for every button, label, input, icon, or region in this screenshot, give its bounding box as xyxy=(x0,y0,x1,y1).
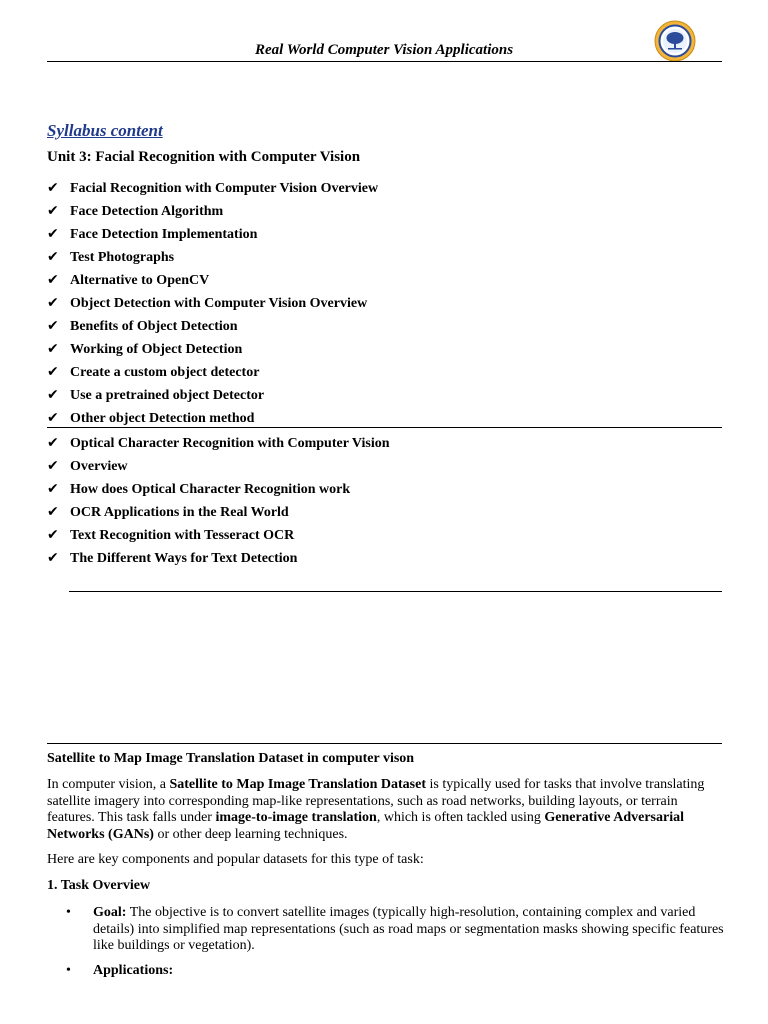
section-heading: 1. Task Overview xyxy=(47,878,151,893)
list-item: ✔ Optical Character Recognition with Computer Vision xyxy=(47,434,390,457)
list-item: ✔ Create a custom object detector xyxy=(47,363,390,386)
header-rule xyxy=(47,61,722,62)
checkmark-icon: ✔ xyxy=(47,481,59,497)
list-item: • Goal: The objective is to convert satellite images (typically high-resolution, containing complex and varied details) into simplified map representations (such as road maps or segmentation masks showing specific features like buildings or vegetation). xyxy=(66,905,724,953)
list-item: ✔ How does Optical Character Recognition work xyxy=(47,480,390,503)
list-item: ✔ Object Detection with Computer Vision Overview xyxy=(47,294,390,317)
checkmark-icon: ✔ xyxy=(47,226,59,242)
checkmark-icon: ✔ xyxy=(47,272,59,288)
checkmark-icon: ✔ xyxy=(47,295,59,311)
list-item: ✔ The Different Ways for Text Detection xyxy=(47,549,390,572)
list-item: ✔ Alternative to OpenCV xyxy=(47,271,390,294)
task-overview-list xyxy=(47,905,727,979)
checkmark-icon: ✔ xyxy=(47,318,59,334)
unit-title: Unit 3: Facial Recognition with Computer Vision xyxy=(47,149,361,165)
article-title: Satellite to Map Image Translation Dataset in computer vison xyxy=(47,751,415,766)
section-divider xyxy=(47,743,722,744)
list-item: • Applications: xyxy=(66,962,174,978)
section-divider xyxy=(47,427,722,428)
syllabus-heading: Syllabus content xyxy=(47,121,163,140)
checkmark-icon: ✔ xyxy=(47,527,59,543)
list-item: ✔ Use a pretrained object Detector xyxy=(47,386,390,409)
list-item: ✔ Face Detection Implementation xyxy=(47,225,390,248)
list-item: ✔ Other object Detection method xyxy=(47,409,390,432)
list-item: ✔ Text Recognition with Tesseract OCR xyxy=(47,526,390,549)
checkmark-icon: ✔ xyxy=(47,458,59,474)
list-item: ✔ Test Photographs xyxy=(47,248,390,271)
list-item: ✔ Benefits of Object Detection xyxy=(47,317,390,340)
intro-paragraph: In computer vision, a Satellite to Map Image Translation Dataset is typically used for tasks that involve translating satellite imagery into corresponding map-like representations, such as road networks, building layouts, or terrain features. This task falls under image-to-image translation, which is often tackled using Generative Adversarial Networks (GANs) or other deep learning techniques. xyxy=(47,777,705,842)
checkmark-icon: ✔ xyxy=(47,203,59,219)
running-header-title: Real World Computer Vision Applications xyxy=(254,42,514,58)
checkmark-icon: ✔ xyxy=(47,249,59,265)
bullet-icon: • xyxy=(66,962,71,978)
list-item: ✔ Facial Recognition with Computer Vision Overview xyxy=(47,179,390,202)
bullet-icon: • xyxy=(66,905,71,920)
list-item: ✔ Overview xyxy=(47,457,390,480)
checkmark-icon: ✔ xyxy=(47,341,59,357)
checkmark-icon: ✔ xyxy=(47,410,59,426)
list-item: ✔ Face Detection Algorithm xyxy=(47,202,390,225)
list-item: ✔ Working of Object Detection xyxy=(47,340,390,363)
section-divider xyxy=(69,591,722,592)
checkmark-icon: ✔ xyxy=(47,180,59,196)
key-components-paragraph: Here are key components and popular datasets for this type of task: xyxy=(47,852,424,867)
checkmark-icon: ✔ xyxy=(47,364,59,380)
institution-seal-logo xyxy=(654,20,696,62)
checkmark-icon: ✔ xyxy=(47,435,59,451)
checkmark-icon: ✔ xyxy=(47,387,59,403)
checkmark-icon: ✔ xyxy=(47,504,59,520)
syllabus-checklist xyxy=(47,179,390,572)
list-item: ✔ OCR Applications in the Real World xyxy=(47,503,390,526)
checkmark-icon: ✔ xyxy=(47,550,59,566)
